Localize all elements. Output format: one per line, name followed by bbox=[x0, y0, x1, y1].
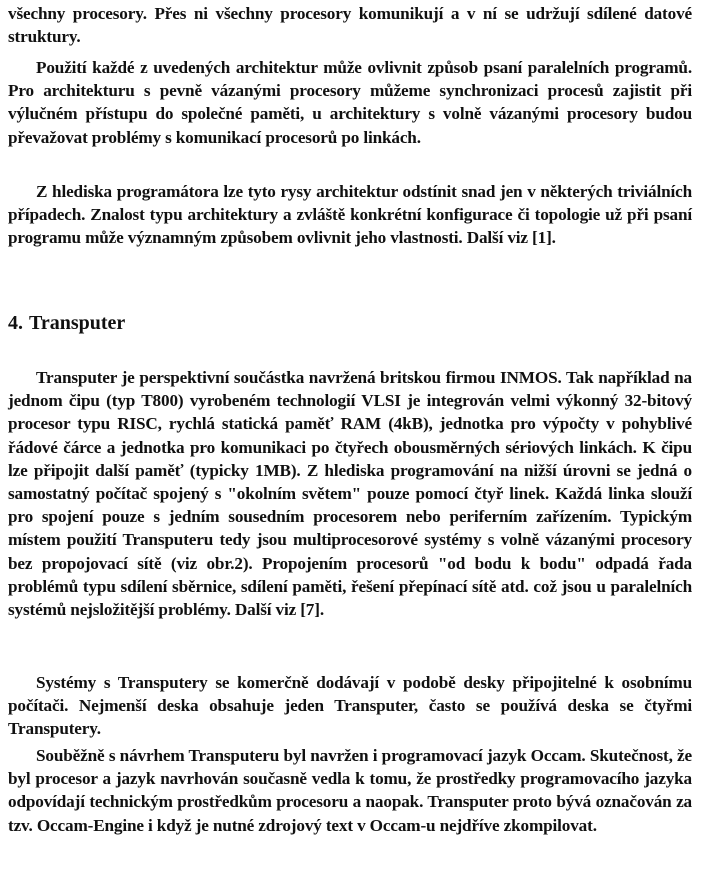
paragraph-transputer-description: Transputer je perspektivní součástka navržená britskou firmou INMOS. Tak například na jednom čipu (typ T800) vyrobeném technologií VLSI je integrován velmi výkonný 32-bitový procesor typu RISC, rychlá statická paměť RAM (4kB), jednotka pro výpočty v pohyblivé řádové čárce a jednotka pro komunikaci po čtyřech obousměrných sériových linkách. K čipu lze připojit další paměť (typicky 1MB). Z hlediska programování na nižší úrovni se jedná o samostatný počítač spojený s "okolním světem" pouze pomocí čtyř linek. Každá linka slouží pro spojení pouze s jedním sousedním procesorem nebo periferním zařízením. Typickým místem použití Transputeru tedy jsou multiprocesorové systémy s volně vázanými procesory bez propojovací sítě (viz obr.2). Propojením procesorů "od bodu k bodu" odpadá řada problémů typu sdílení sběrnice, sdílení paměti, řešení přepínací sítě atd. což jsou u paralelních systémů nejsložitější problémy. Další viz [7]. bbox=[8, 368, 692, 620]
paragraph-transputer-systems: Systémy s Transputery se komerčně dodávají v podobě desky připojitelné k osobnímu počítači. Nejmenší deska obsahuje jeden Transputer, často se používá deska se čtyřmi Transputery. bbox=[8, 673, 692, 739]
paragraph-occam-language: Souběžně s návrhem Transputeru byl navržen i programovací jazyk Occam. Skutečnost, že byl procesor a jazyk navrhován současně vedla k tomu, že prostředky programovacího jazyka odpovídají technickým prostředkům procesoru a naopak. Transputer proto bývá označován za tzv. Occam-Engine i když je nutné zdrojový text v Occam-u nejdříve zkompilovat. bbox=[8, 746, 692, 835]
paragraph-shared-memory-end: všechny procesory. Přes ni všechny procesory komunikují a v ní se udržují sdílené datové struktury. bbox=[8, 4, 692, 47]
section-title: Transputer bbox=[29, 312, 126, 334]
section-heading-transputer bbox=[8, 311, 125, 335]
paragraph-programmer-view: Z hlediska programátora lze tyto rysy architektur odstínit snad jen v některých triviálních případech. Znalost typu architektury a zvláště konkrétní konfigurace či topologie už při psaní programu může významným způsobem ovlivnit jeho vlastnosti. Další viz [1]. bbox=[8, 182, 692, 248]
paragraph-architecture-usage: Použití každé z uvedených architektur může ovlivnit způsob psaní paralelních programů. Pro architekturu s pevně vázanými procesory můžeme synchronizaci procesů zajistit při výlučném přístupu do společné paměti, u architektury s volně vázanými procesory budou převažovat problémy s komunikací procesorů po linkách. bbox=[8, 58, 692, 147]
section-number: 4. bbox=[8, 312, 23, 334]
